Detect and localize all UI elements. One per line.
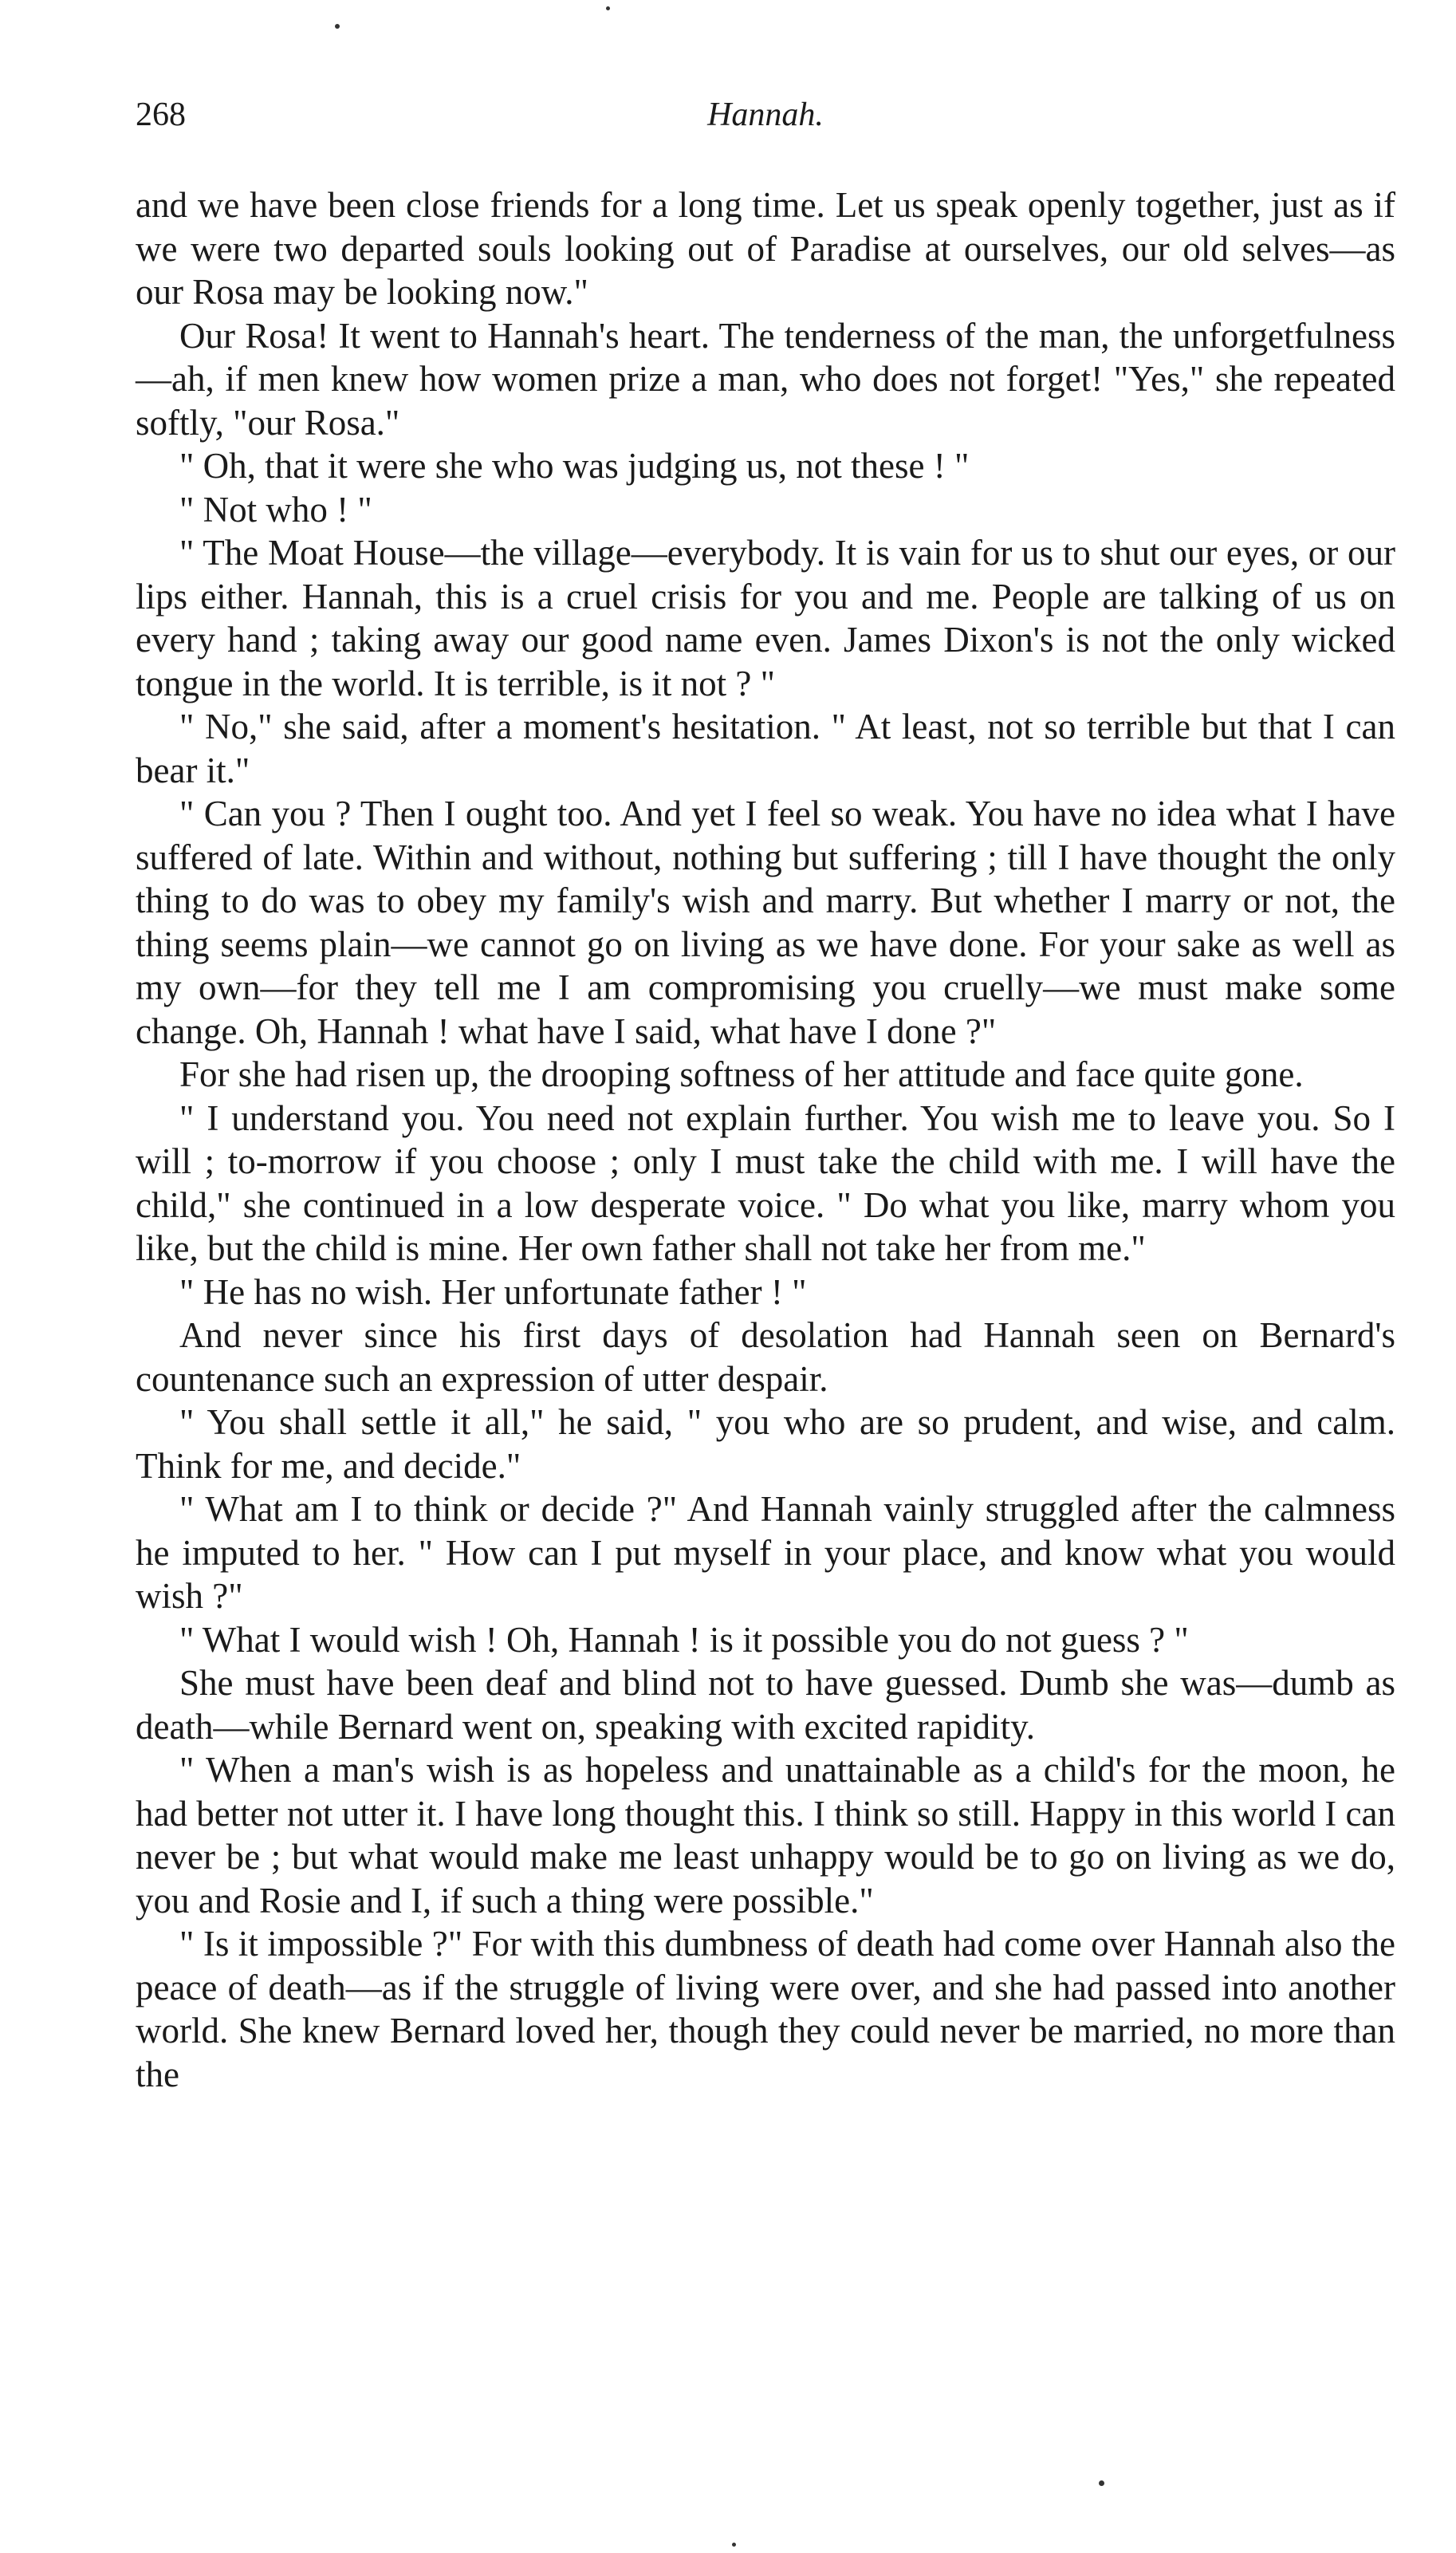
paragraph: " What am I to think or decide ?" And Hannah vainly struggled after the calmness he imputed to her. " How can I put myself in your place, and know what you would wish ?" [136,1489,1395,1616]
paragraph: " You shall settle it all," he said, " you who are so prudent, and wise, and calm. Think for me, and decide." [136,1402,1395,1486]
paragraph: " The Moat House—the village—everybody. It is vain for us to shut our eyes, or our lips either. Hannah, this is a cruel crisis for you and me. People are talking of us on every hand ; taking away our good name even. James Dixon's is not the only wicked tongue in the world. It is terrible, is it not ? " [136,533,1395,703]
paragraph: " I understand you. You need not explain further. You wish me to leave you. So I will ; to-morrow if you choose ; only I must take the child with me. I will have the child," she continued in a low desperate voice. " Do what you like, marry whom you like, but the child is mine. Her own father shall not take her from me." [136,1097,1395,1268]
body-text [136,183,1395,2096]
paragraph: " When a man's wish is as hopeless and unattainable as a child's for the moon, he had better not utter it. I have long thought this. I think so still. Happy in this world I can never be ; but what would make me least unhappy would be to go on living as we do, you and Rosie and I, if such a thing were possible." [136,1750,1395,1921]
paragraph: " No," she said, after a moment's hesitation. " At least, not so terrible but that I can bear it." [136,707,1395,790]
paragraph: " What I would wish ! Oh, Hannah ! is it possible you do not guess ? " [179,1619,1189,1660]
paragraph: She must have been deaf and blind not to have guessed. Dumb she was—dumb as death—while Bernard went on, speaking with excited rapidity. [136,1663,1395,1747]
paragraph: " He has no wish. Her unfortunate father ! " [179,1271,807,1312]
ink-speck [335,24,340,29]
paragraph: And never since his first days of desolation had Hannah seen on Bernard's countenance such an expression of utter despair. [136,1315,1395,1399]
paragraph: and we have been close friends for a long time. Let us speak openly together, just as if we were two departed souls looking out of Paradise at ourselves, our old selves—as our Rosa may be looking now." [136,185,1395,312]
page-header [136,88,1395,152]
paragraph: " Can you ? Then I ought too. And yet I feel so weak. You have no idea what I have suffered of late. Within and without, nothing but suffering ; till I have thought the only thing to do was to obey my family's wish and marry. But whether I marry or not, the thing seems plain—we cannot go on living as we have done. For your sake as well as my own—for they tell me I am compromising you cruelly—we must make some change. Oh, Hannah ! what have I said, what have I done ?" [136,794,1395,1051]
paragraph: For she had risen up, the drooping softness of her attitude and face quite gone. [179,1054,1304,1094]
paragraph: " Oh, that it were she who was judging us, not these ! " [179,446,970,486]
page-number: 268 [136,97,186,133]
running-title: Hannah. [707,97,824,133]
ink-speck [732,2543,736,2547]
paragraph: " Not who ! " [179,489,372,530]
paragraph: Our Rosa! It went to Hannah's heart. The tenderness of the man, the unforgetfulness—ah, if men knew how women prize a man, who does not forget! "Yes," she repeated softly, "our Rosa." [136,315,1395,443]
book-page [136,88,1395,2096]
ink-speck [1099,2480,1104,2486]
ink-speck [606,6,610,10]
paragraph: " Is it impossible ?" For with this dumbness of death had come over Hannah also the peace of death—as if the struggle of living were over, and she had passed into another world. She knew Bernard loved her, though they could never be married, no more than the [136,1924,1395,2094]
